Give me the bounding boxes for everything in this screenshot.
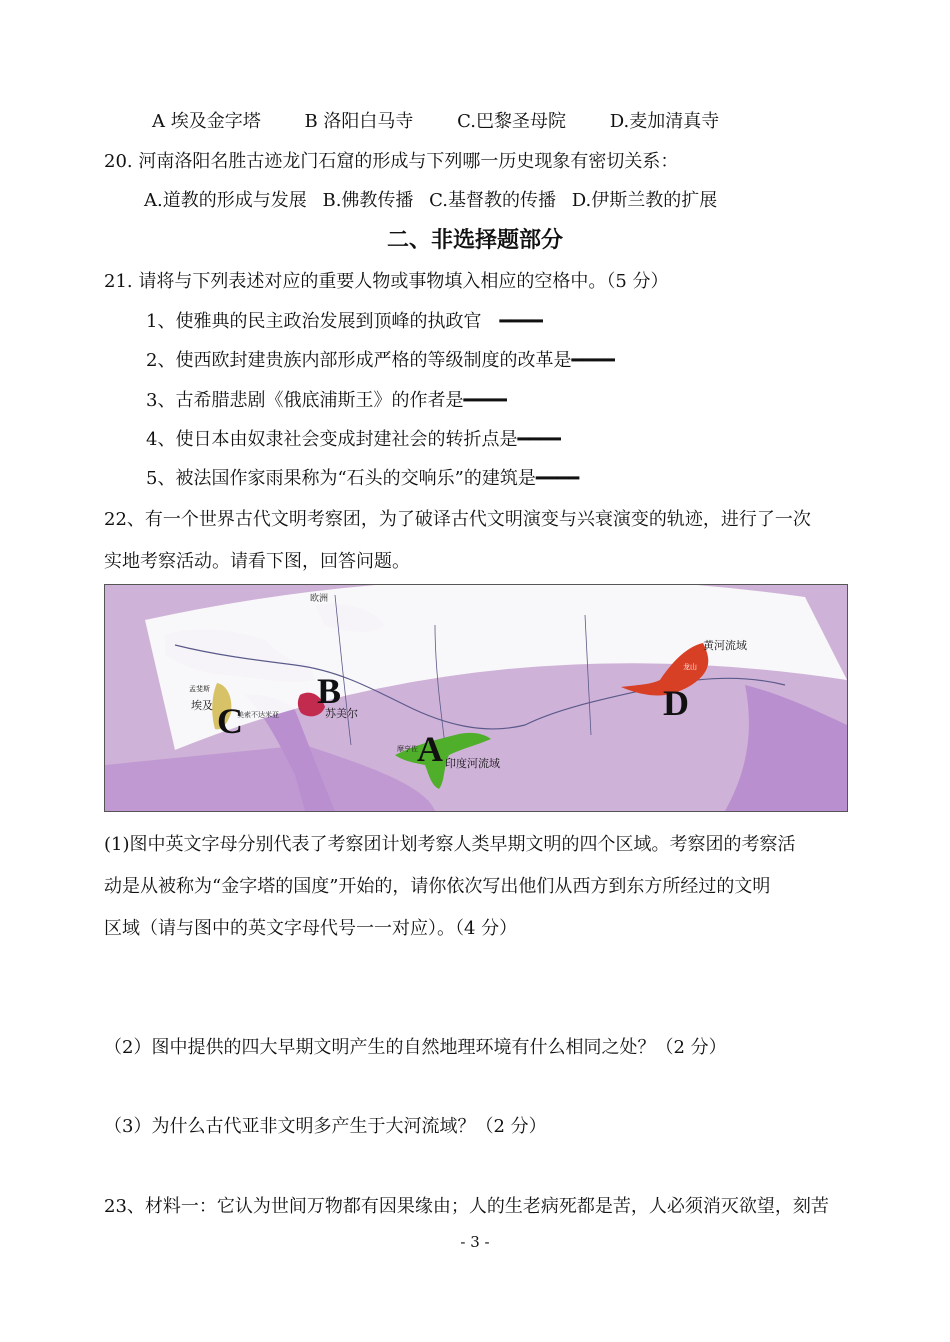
q23-line1: 23、材料一：它认为世间万物都有因果缘由；人的生老病死都是苦，人必须消灭欲望，刻苦 [104,1196,829,1217]
map-label-memphis: 孟斐斯 [189,685,210,693]
map-letter-b: B [317,671,342,711]
q19-options [152,110,719,134]
q22-stem-line1: 22、有一个世界古代文明考察团，为了破译古代文明演变与兴衰演变的轨迹，进行了一次 [104,509,811,530]
q22-sub1-line1: (1)图中英文字母分别代表了考察团计划考察人类早期文明的四个区域。考察团的考察活 [104,834,796,855]
q22-sub1-line3: 区域（请与图中的英文字母代号一一对应）。（4 分） [104,918,518,939]
q20-stem: 20. 河南洛阳名胜古迹龙门石窟的形成与下列哪一历史现象有密切关系： [104,151,679,172]
map-label-mohenjo: 摩亨佐 [397,745,418,753]
q22-sub1-line2: 动是从被称为“金字塔的国度”开始的，请你依次写出他们从西方到东方所经过的文明 [104,876,771,897]
map-letter-d: D [663,683,689,723]
map-label-indus: 印度河流域 [445,757,500,770]
map-label-egypt: 埃及 [191,699,213,712]
q19-option-b: B 洛阳白马寺 [304,111,414,132]
map-label-europe: 欧洲 [310,594,329,604]
q21-item-5: 5、被法国作家雨果称为“石头的交响乐”的建筑是━━━━ [146,468,580,489]
q21-stem: 21. 请将与下列表述对应的重要人物或事物填入相应的空格中。（5 分） [104,271,669,292]
q20-option-d: D.伊斯兰教的扩展 [571,190,718,211]
map-letter-c: C [217,701,243,741]
q21-item-2: 2、使西欧封建贵族内部形成严格的等级制度的改革是━━━━ [146,350,615,371]
map-label-sumer: 苏美尔 [325,707,358,720]
map-label-mesopotamia: 美索不达米亚 [237,711,279,719]
q22-stem-line2: 实地考察活动。请看下图，回答问题。 [104,551,410,572]
q20-option-b: B.佛教传播 [322,190,414,211]
q20-options [144,189,717,213]
map-label-yellow-river: 黄河流域 [703,639,747,652]
civilization-map [104,584,848,812]
section-title: 二、非选择题部分 [386,228,563,253]
q19-option-c: C.巴黎圣母院 [457,111,567,132]
page-number: - 3 - [460,1233,490,1251]
q19-option-a: A 埃及金字塔 [152,111,261,132]
q19-option-d: D.麦加清真寺 [609,111,720,132]
q20-option-c: C.基督教的传播 [429,190,557,211]
map-label-longshan: 龙山 [683,663,697,671]
q20-option-a: A.道教的形成与发展 [144,190,307,211]
q21-item-4: 4、使日本由奴隶社会变成封建社会的转折点是━━━━ [146,429,561,450]
map-letter-a: A [417,729,443,769]
q21-item-1: 1、使雅典的民主政治发展到顶峰的执政官 ━━━━ [146,311,543,332]
q22-sub3: （3）为什么古代亚非文明多产生于大河流域？（2 分） [104,1116,547,1137]
q21-item-3: 3、古希腊悲剧《俄底浦斯王》的作者是━━━━ [146,390,507,411]
q22-sub2: （2）图中提供的四大早期文明产生的自然地理环境有什么相同之处？（2 分） [104,1037,727,1058]
